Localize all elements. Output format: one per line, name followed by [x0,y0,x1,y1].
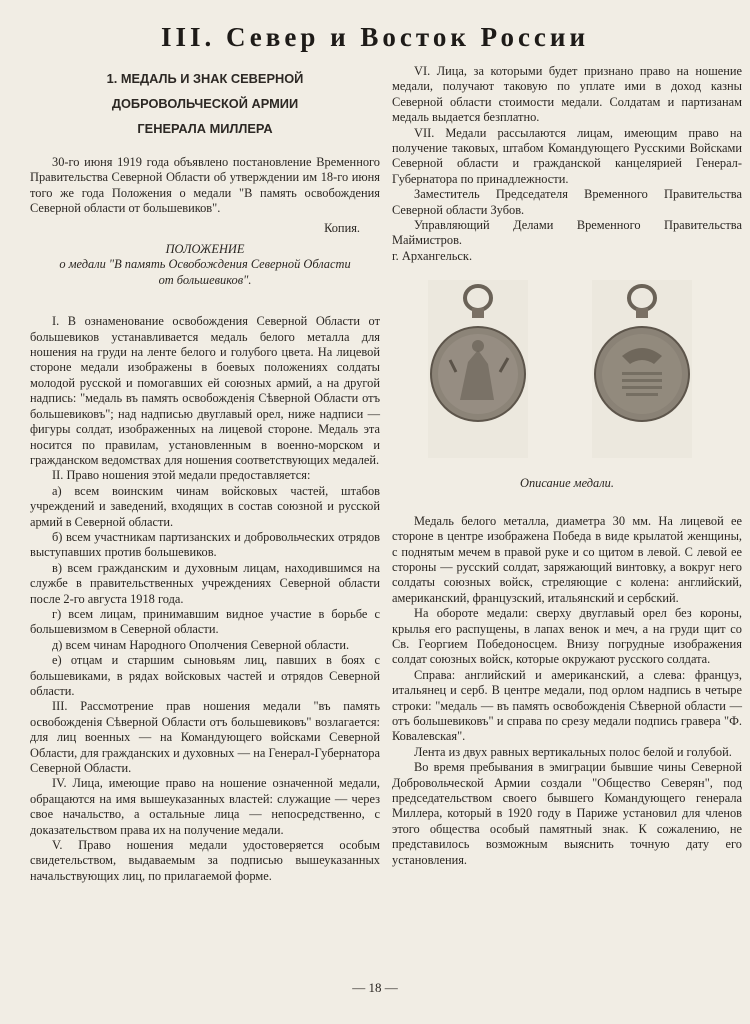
clause-d-paragraph: г) всем лицам, принимавшим видное участие в борьбе с большевизмом в Северной области. [30,606,380,637]
article-title-line: ДОБРОВОЛЬЧЕСКОЙ АРМИИ [111,96,299,111]
manager-signature: Управляющий Делами Временного Правительства Маймистров. [392,218,742,248]
place-line: г. Архангельск. [392,248,473,263]
article-title-line: 1. МЕДАЛЬ И ЗНАК СЕВЕРНОЙ [106,71,304,86]
medal-obverse-photo [428,280,528,458]
section-2-paragraph: II. Право ношения этой медали предоставляется: [52,468,311,483]
document-heading: ПОЛОЖЕНИЕ [165,242,245,257]
description-paragraph: Во время пребывания в эмиграции бывшие чины Северной Добровольческой Армии создали "Общество Северян", под председательством своего бывшего Командующего генерала Миллера, который в 1920 году в Париже установил для членов этого общества особый памятный знак. К сожалению, не представилось возможным выяснить точную дату его установления. [392,760,742,867]
medal-reverse-photo [592,280,692,458]
document-subheading-line: о медали "В память Освобождения Северной Области [59,257,351,272]
medal-reverse-image [592,280,692,458]
clause-b-paragraph: б) всем участникам партизанских и добровольческих отрядов выступавших против большевиков. [30,529,380,560]
section-1-paragraph: I. В ознаменование освобождения Северной Области от большевиков устанавливается медаль белого металла для ношения на груди на ленте белого и голубого цвета. На лицевой стороне медали изображены в боевых положениях солдаты молодой русской и помогавших ей союзных армий, а на другой надпись: "медаль въ память освобожденія Сѣверной Области отъ большевиковъ"; над надписью двуглавый орел, ниже надписи — фигуры солдат, изображенных на лицевой стороне. Медаль эта носится по правилам, установленным в военно-морском и гражданском ведомствах для ношения соответствующих медалей. [30,314,380,467]
clause-a-paragraph: а) всем воинским чинам войсковых частей, штабов учреждений и заведений, входящих в состав союзной и русской армий в Северной области. [30,483,380,529]
deputy-signature: Заместитель Председателя Временного Правительства Северной области Зубов. [392,187,742,217]
description-paragraph: Справа: английский и американский, а слева: француз, итальянец и серб. В центре медали, под орлом надпись в четыре строки: "медаль — въ память освобожденія Сѣверной области — отъ большевиковъ" и справа по срезу медали подпись гравера "Ф. Ковалевская". [392,667,742,744]
description-paragraph: Медаль белого металла, диаметра 30 мм. На лицевой ее стороне в центре изображена Победа в виде крылатой женщины, с поднятым мечем в правой руке и со щитом в левой. С левой ее стороны — русский солдат, заряжающий винтовку, а вокруг него солдаты союзных войск, стреляющие с колена: английский, американский, французский, итальянский и сербский. [392,513,742,605]
page-number: — 18 — [352,980,398,995]
article-title [30,66,380,141]
document-subheading-line: от большевиков". [158,272,252,287]
section-4-paragraph: IV. Лица, имеющие право на ношение означенной медали, обращаются на имя вышеуказанных властей: служащие — через свое начальство, а остальные лица — непосредственно, с доказательством права их на получение медали. [30,776,380,837]
right-column [392,64,742,868]
copy-label: Копия. [324,220,360,235]
section-7-paragraph: VII. Медали рассылаются лицам, имеющим право на получение таковых, штабом Командующего Русскими Войсками Северной области и гражданской канцелярией Генерал-Губернатора по принадлежности. [392,125,742,186]
clause-f-paragraph: е) отцам и старшим сыновьям лиц, павших в боях с большевиками, в рядах войсковых частей и отрядов Северной области. [30,653,380,698]
intro-paragraph: 30-го июня 1919 года объявлено постановление Временного Правительства Северной Области об утверждении им 18-го июня того же года Положения о медали "В память освобождения Северной области от большевиков". [30,155,380,216]
medal-obverse-image [428,280,528,458]
document-subheading [30,257,380,288]
section-3-paragraph: III. Рассмотрение прав ношения медали "въ память освобожденія Сѣверной Области отъ большевиковъ" возлагается: для лиц военных — на Командующего войсками Северной Области, для гражданских и духовных — на Генерал-Губернатора Северной Области. [30,699,380,776]
clause-e-paragraph: д) всем чинам Народного Ополчения Северной области. [52,637,350,652]
section-6-paragraph: VI. Лица, за которыми будет признано право на ношение медали, получают таковую по уплате ими в доход казны Северной области стоимости медали. Солдатам и партизанам медаль выдается безплатно. [392,64,742,125]
article-title-line: ГЕНЕРАЛА МИЛЛЕРА [137,121,273,136]
medal-photos [392,280,742,470]
clause-c-paragraph: в) всем гражданским и духовным лицам, находившимся на службе в правительственных учреждениях Северной области после 2-го августа 1918 года. [30,560,380,606]
left-column [30,64,380,884]
page-title: III. Север и Восток России [160,22,590,52]
description-paragraph: На обороте медали: сверху двуглавый орел без короны, крылья его распущены, в лапах венок и меч, а на груди щит со Св. Георгием Победоносцем. Внизу погрудные изображения солдат союзных войск, которые окружают русского солдата. [392,606,742,667]
section-5-paragraph: V. Право ношения медали удостоверяется особым свидетельством, выдаваемым за подписью вышеуказанных начальствующих лиц, по прилагаемой форме. [30,838,380,883]
description-paragraph: Лента из двух равных вертикальных полос белой и голубой. [414,744,732,759]
photo-caption: Описание медали. [520,476,614,491]
